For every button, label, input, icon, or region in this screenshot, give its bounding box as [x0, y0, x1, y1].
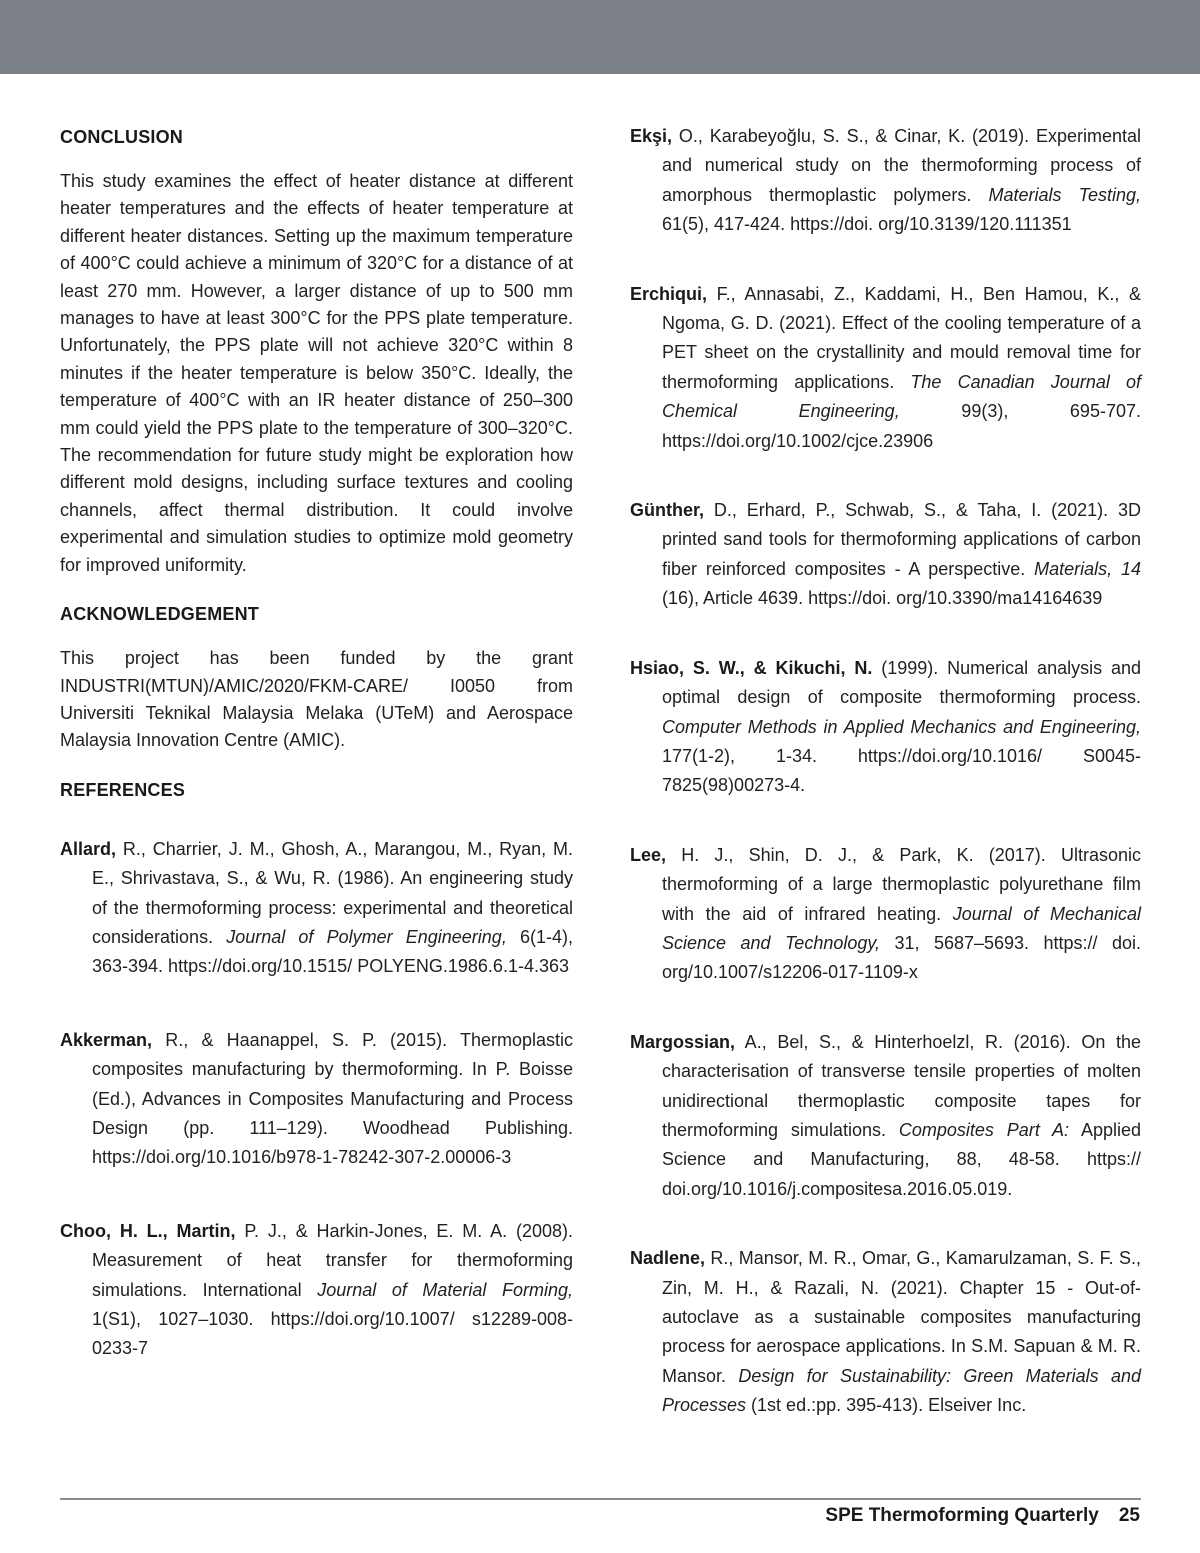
reference-author: Nadlene,: [630, 1248, 706, 1269]
footer-divider: [60, 1498, 1141, 1500]
reference-text: H. J., Shin, D. J., & Park, K. (2017). Ultrasonic thermoforming of a large thermoplastic polyurethane film with the aid of infrared heating.: [662, 844, 1141, 924]
reference-text: P. J., & Harkin-Jones, E. M. A. (2008). Measurement of heat transfer for thermoforming simulations. International: [92, 1220, 573, 1300]
reference-author: Erchiqui,: [630, 283, 708, 304]
reference-nadlene: [630, 1244, 1141, 1420]
journal-name: SPE Thermoforming Quarterly: [825, 1505, 1099, 1526]
reference-author: Margossian,: [630, 1031, 736, 1052]
page-footer: [825, 1505, 1140, 1527]
reference-details: 177(1-2), 1-34. https://doi.org/10.1016/ S0045-7825(98)00273-4.: [662, 745, 1141, 796]
reference-lee: [630, 841, 1141, 988]
reference-details: (16), Article 4639. https://doi. org/10.3390/ma14164639: [662, 588, 1103, 609]
reference-journal: Design for Sustainability: Green Materials and Processes: [662, 1365, 1141, 1416]
page-number: 25: [1118, 1505, 1140, 1526]
reference-journal: Materials Testing,: [988, 184, 1141, 205]
header-bar: [0, 0, 1200, 74]
reference-details: 99(3), 695-707. https://doi.org/10.1002/cjce.23906: [662, 401, 1141, 451]
reference-text: (1999). Numerical analysis and optimal design of composite thermoforming process.: [662, 657, 1141, 708]
reference-author: Choo, H. L., Martin,: [60, 1220, 236, 1241]
acknowledgement-heading: ACKNOWLEDGEMENT: [60, 604, 259, 625]
reference-journal: Materials, 14: [1034, 558, 1141, 579]
reference-journal: The Canadian Journal of Chemical Engineering,: [662, 371, 1142, 422]
reference-text: F., Annasabi, Z., Kaddami, H., Ben Hamou, K., & Ngoma, G. D. (2021). Effect of the cooling temperature of a PET sheet on the crystallinity and mould removal time for thermoforming applications.: [662, 283, 1141, 392]
reference-details: 61(5), 417-424. https://doi. org/10.3139/120.111351: [662, 214, 1072, 235]
reference-author: Lee,: [630, 844, 667, 865]
reference-eksi: [630, 122, 1141, 240]
reference-details: 6(1-4), 363-394. https://doi.org/10.1515/ POLYENG.1986.6.1-4.363: [92, 926, 573, 977]
reference-details: 31, 5687–5693. https:// doi. org/10.1007/s12206-017-1109-x: [662, 932, 1141, 983]
acknowledgement-text: This project has been funded by the grant INDUSTRI(MTUN)/AMIC/2020/FKM-CARE/ I0050 from Universiti Teknikal Malaysia Melaka (UTeM) and Aerospace Malaysia Innovation Centre (AMIC).: [60, 648, 573, 751]
reference-details: Applied Science and Manufacturing, 88, 48-58. https:// doi.org/10.1016/j.compositesa.2016.05.019.: [662, 1119, 1141, 1199]
reference-author: Ekşi,: [630, 126, 673, 146]
reference-text: D., Erhard, P., Schwab, S., & Taha, I. (2021). 3D printed sand tools for thermoforming applications of carbon fiber reinforced composites - A perspective.: [662, 500, 1141, 579]
reference-author: Günther,: [630, 500, 705, 521]
conclusion-heading: CONCLUSION: [60, 127, 183, 147]
reference-text: R., & Haanappel, S. P. (2015). Thermoplastic composites manufacturing by thermoforming. In P. Boisse (Ed.), Advances in Composites Manufacturing and Process Design (pp. 111–129). Woodhead Publishing. https://doi.org/10.1016/b978-1-78242-307-2.00006-3: [92, 1029, 573, 1168]
reference-author: Hsiao, S. W., & Kikuchi, N.: [630, 657, 873, 678]
reference-text: R., Mansor, M. R., Omar, G., Kamarulzaman, S. F. S., Zin, M. H., & Razali, N. (2021). Chapter 15 - Out-of-autoclave as a sustainable composites manufacturing process for aerospace applications. In S.M. Sapuan & M. R. Mansor.: [662, 1248, 1141, 1386]
reference-author: Akkerman,: [60, 1029, 153, 1050]
reference-hsiao: [630, 654, 1141, 801]
reference-erchiqui: [630, 280, 1141, 456]
reference-journal: Journal of Polymer Engineering,: [226, 926, 507, 947]
reference-choo: [60, 1217, 573, 1364]
left-column: [60, 122, 573, 1364]
reference-journal: Journal of Mechanical Science and Technology,: [662, 903, 1141, 953]
reference-details: (1st ed.:pp. 395-413). Elseiver Inc.: [746, 1395, 1027, 1416]
reference-journal: Computer Methods in Applied Mechanics and Engineering,: [662, 716, 1141, 737]
reference-journal: Journal of Material Forming,: [317, 1279, 573, 1300]
references-heading: REFERENCES: [60, 779, 186, 800]
reference-details: 1(S1), 1027–1030. https://doi.org/10.1007/ s12289-008-0233-7: [92, 1309, 573, 1359]
reference-text: R., Charrier, J. M., Ghosh, A., Marangou, M., Ryan, M. E., Shrivastava, S., & Wu, R. (1986). An engineering study of the thermoforming process: experimental and theoretical considerations.: [92, 838, 573, 947]
reference-text: O., Karabeyoğlu, S. S., & Cinar, K. (2019). Experimental and numerical study on the thermoforming process of amorphous thermoplastic polymers.: [662, 126, 1141, 205]
reference-gunther: [630, 496, 1141, 614]
reference-author: Allard,: [60, 838, 117, 859]
right-column: [630, 122, 1141, 1421]
conclusion-text: This study examines the effect of heater distance at different heater temperatures and the effects of heater temperature at different heater distances. Setting up the maximum temperature of 400°C could achieve a minimum of 320°C for a distance of at least 270 mm. However, a larger distance of up to 500 mm manages to have at least 300°C for the PPS plate temperature. Unfortunately, the PPS plate will not achieve 320°C within 8 minutes if the heater temperature is below 350°C. Ideally, the temperature of 400°C with an IR heater distance of 250–300 mm could yield the PPS plate to the temperature of 300–320°C. The recommendation for future study might be exploration how different mold designs, including surface textures and cooling channels, affect thermal distribution. It could involve experimental and simulation studies to optimize mold geometry for improved uniformity.: [60, 171, 573, 575]
reference-text: A., Bel, S., & Hinterhoelzl, R. (2016). On the characterisation of transverse tensile properties of molten unidirectional thermoplastic composite tapes for thermoforming simulations.: [662, 1031, 1141, 1140]
reference-allard: [60, 835, 573, 982]
reference-journal: Composites Part A:: [898, 1119, 1070, 1140]
reference-margossian: [630, 1028, 1141, 1204]
reference-akkerman: [60, 1026, 573, 1173]
